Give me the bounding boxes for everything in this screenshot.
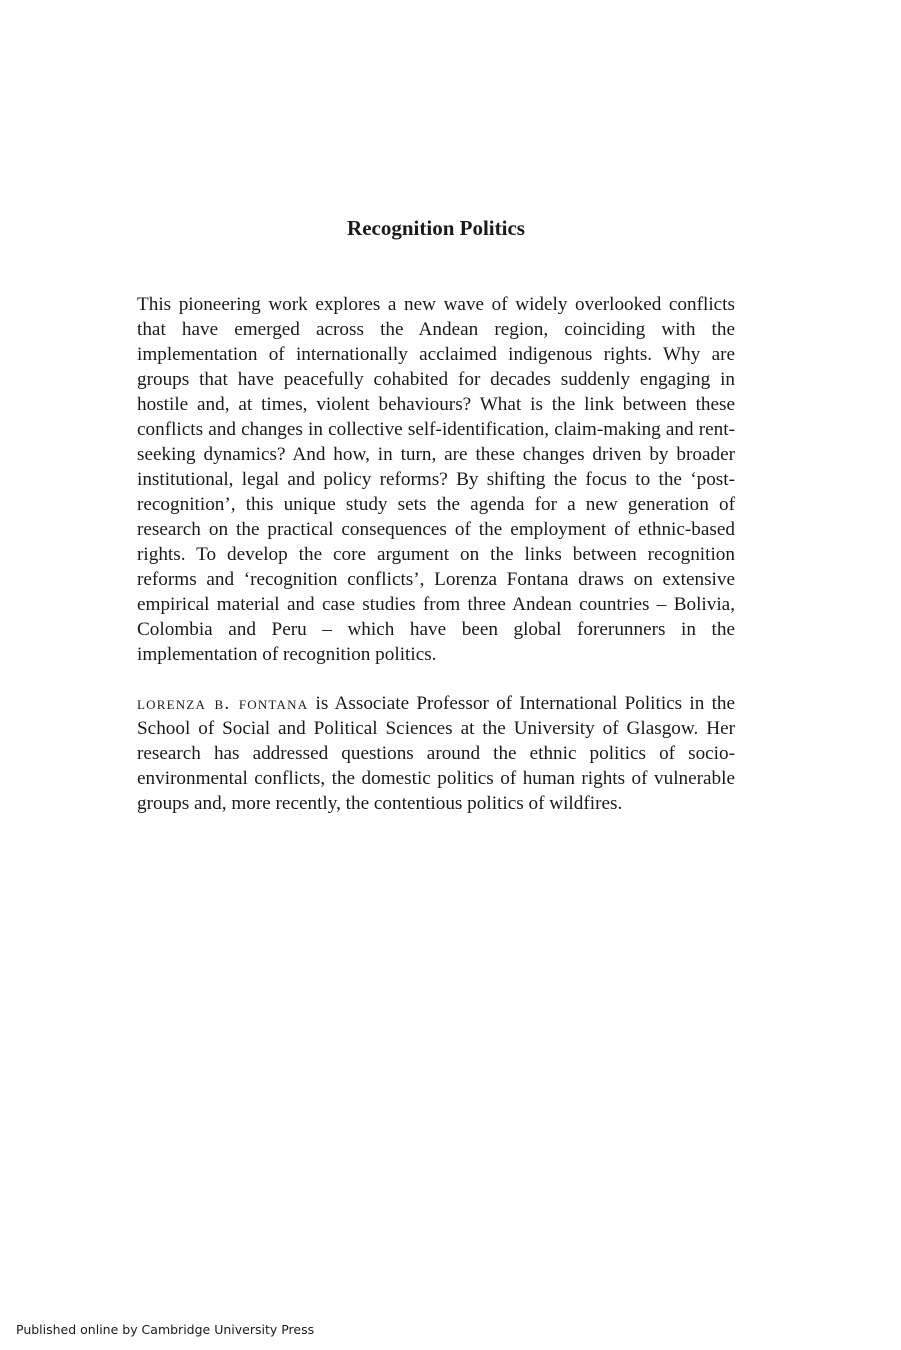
- author-name: lorenza b. fontana: [137, 693, 309, 714]
- publisher-footer: Published online by Cambridge University Press: [16, 1322, 315, 1337]
- author-bio-text: is Associate Professor of International Politics in the School of Social and Political Sciences at the University of Glasgow. Her research has addressed questions around the ethnic politics of socio-environmental conflicts, the domestic politics of human rights of vulnerable groups and, more recently, the contentious politics of wildfires.: [137, 693, 736, 814]
- book-blurb: This pioneering work explores a new wave of widely overlooked conflicts that have emerged across the Andean region, coinciding with the implementation of internationally acclaimed indigenous rights. Why are groups that have peacefully cohabited for decades suddenly engaging in hostile and, at times, violent behaviours? What is the link between these conflicts and changes in collective self-identification, claim-making and rent-seeking dynamics? And how, in turn, are these changes driven by broader institutional, legal and policy reforms? By shifting the focus to the ‘post-recognition’, this unique study sets the agenda for a new generation of research on the practical consequences of the employment of ethnic-based rights. To develop the core argument on the links between recognition reforms and ‘recognition conflicts’, Lorenza Fontana draws on extensive empirical material and case studies from three Andean countries – Bolivia, Colombia and Peru – which have been global forerunners in the implementation of recognition politics.: [137, 294, 735, 665]
- page-title: Recognition Politics: [347, 216, 525, 240]
- author-bio: [137, 691, 735, 816]
